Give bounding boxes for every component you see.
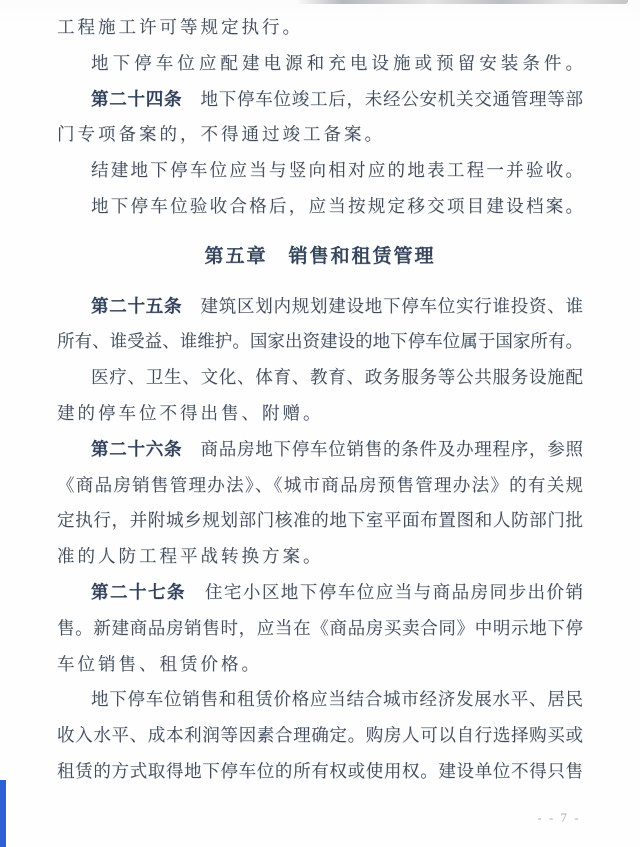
text-line: 收入水平、成本利润等因素合理确定。购房人可以自行选择购买或 bbox=[57, 725, 583, 746]
article-number: 第二十四条 bbox=[91, 88, 201, 109]
text-run: 地下停车位竣工后，未经公安机关交通管理等部 bbox=[200, 88, 583, 109]
page-number: - - 7 - bbox=[537, 810, 581, 825]
chapter-heading: 第五章 销售和租赁管理 bbox=[204, 245, 436, 267]
text-line: 租赁的方式取得地下停车位的所有权或使用权。建设单位不得只售 bbox=[57, 760, 583, 781]
text-line bbox=[57, 289, 583, 325]
text-line: 工程施工许可等规定执行。 bbox=[57, 17, 303, 37]
text-run: 住宅小区地下停车位应当与商品房同步出价销 bbox=[204, 581, 584, 602]
text-line: 医疗、卫生、文化、体育、教育、政务服务等公共服务设施配 bbox=[91, 367, 583, 388]
text-line bbox=[57, 575, 583, 611]
text-line: 地下停车位应配建电源和充电设施或预留安装条件。 bbox=[91, 52, 583, 73]
document-body bbox=[57, 0, 583, 790]
article-number: 第二十七条 bbox=[91, 581, 205, 602]
text-line: 《商品房销售管理办法》、《城市商品房预售管理办法》的有关规 bbox=[57, 474, 583, 495]
text-line: 定执行，并附城乡规划部门核准的地下室平面布置图和人防部门批 bbox=[57, 510, 583, 531]
text-line: 车位销售、租赁价格。 bbox=[57, 653, 262, 674]
text-line: 售。新建商品房销售时，应当在《商品房买卖合同》中明示地下停 bbox=[57, 617, 583, 638]
text-line: 门专项备案的，不得通过竣工备案。 bbox=[57, 124, 385, 145]
text-line bbox=[57, 432, 583, 468]
text-line: 地下停车位销售和租赁价格应当结合城市经济发展水平、居民 bbox=[91, 689, 583, 710]
blue-edge-mark bbox=[0, 780, 6, 847]
text-run: 商品房地下停车位销售的条件及办理程序，参照 bbox=[200, 438, 583, 459]
text-line: 地下停车位验收合格后，应当按规定移交项目建设档案。 bbox=[91, 195, 583, 216]
text-run: 建筑区划内规划建设地下停车位实行谁投资、谁 bbox=[200, 295, 583, 316]
text-line: 准的人防工程平战转换方案。 bbox=[57, 546, 324, 567]
article-number: 第二十六条 bbox=[91, 438, 201, 459]
text-line: 建的停车位不得出售、附赠。 bbox=[57, 402, 324, 423]
article-number: 第二十五条 bbox=[91, 295, 201, 316]
text-line: 所有、谁受益、谁维护。国家出资建设的地下停车位属于国家所有。 bbox=[57, 331, 583, 352]
text-line bbox=[57, 82, 583, 118]
text-line: 结建地下停车位应当与竖向相对应的地表工程一并验收。 bbox=[91, 160, 583, 181]
